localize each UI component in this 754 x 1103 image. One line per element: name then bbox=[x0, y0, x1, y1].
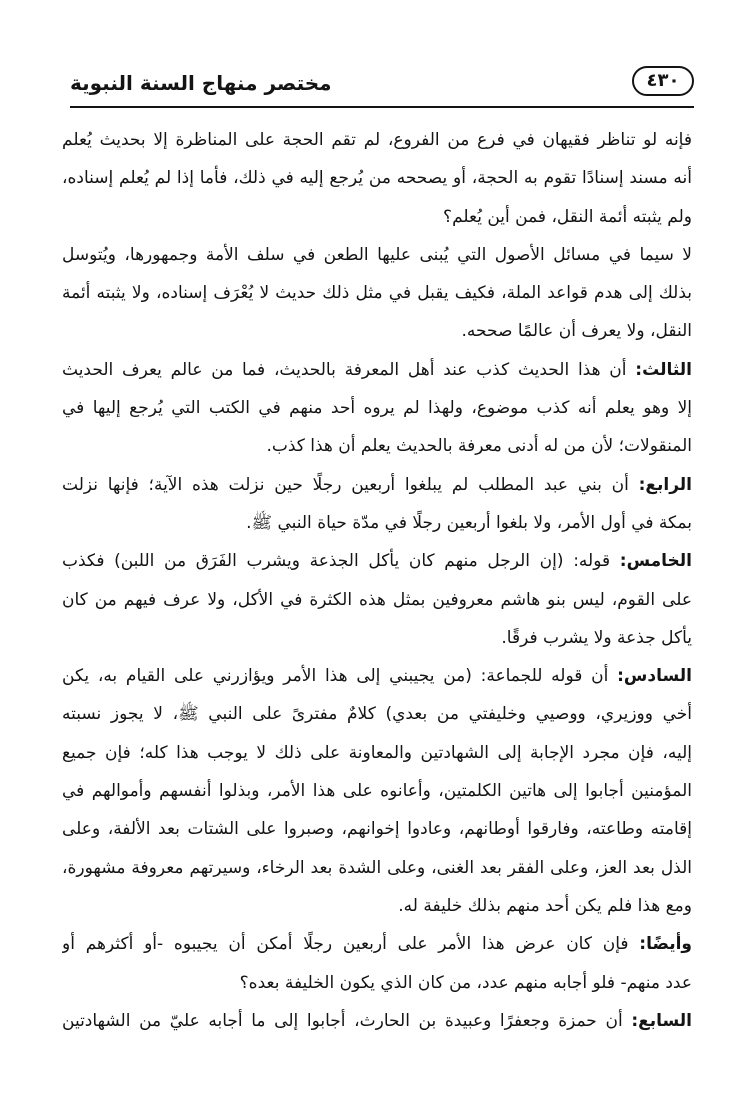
text-line bbox=[62, 389, 692, 427]
line-text: أنه مسند إسنادًا تقوم به الحجة، أو يصححه من يُرجع إليه في ذلك، فأما إذا لم يُعلم إسناده، bbox=[62, 168, 692, 189]
text-line bbox=[62, 1002, 692, 1040]
header-rule bbox=[70, 106, 694, 108]
line-text: فإن كان عرض هذا الأمر على أربعين رجلًا أمكن أن يجيبوه -أو أكثرهم أو bbox=[62, 934, 640, 955]
text-line bbox=[62, 772, 692, 810]
text-line bbox=[62, 427, 692, 465]
line-text: لا سيما في مسائل الأصول التي يُبنى عليها الطعن في سلف الأمة وجمهورها، ويُتوسل bbox=[62, 244, 692, 265]
text-line bbox=[62, 925, 692, 963]
line-text: على القوم، ليس بنو هاشم معروفين بمثل هذه الكثرة في الأكل، ولا عرف فيهم من كان bbox=[62, 589, 692, 610]
line-text: عدد منهم- فلو أجابه منهم عدد، من كان الذي يكون الخليفة بعده؟ bbox=[239, 972, 692, 993]
line-text: أن قوله للجماعة: (من يجيبني إلى هذا الأمر ويؤازرني على القيام به، يكن bbox=[62, 666, 618, 687]
line-text: بمكة في أول الأمر، ولا بلغوا أربعين رجلًا في مدّة حياة النبي ﷺ. bbox=[246, 512, 692, 533]
text-line bbox=[62, 887, 692, 925]
text-line bbox=[62, 121, 692, 159]
line-text: بذلك إلى هدم قواعد الملة، فكيف يقبل في مثل ذلك حديث لا يُعْرَف إسناده، ولا يثبته أئمة bbox=[62, 283, 692, 304]
text-line bbox=[62, 964, 692, 1002]
line-text: قوله: (إن الرجل منهم كان يأكل الجذعة ويشرب الفَرَق من اللبن) فكذب bbox=[62, 551, 620, 572]
line-text: فإنه لو تناظر فقيهان في فرع من الفروع، لم تقم الحجة على المناظرة إلا بحديث يُعلم bbox=[62, 130, 692, 150]
text-line bbox=[62, 849, 692, 887]
body-text bbox=[62, 121, 692, 1040]
text-line bbox=[62, 312, 692, 350]
section-lead: السادس: bbox=[617, 666, 692, 687]
line-text: المؤمنين أجابوا إلى هاتين الكلمتين، وأعانوه على هذا الأمر، وبذلوا أنفسهم وأموالهم في bbox=[62, 781, 692, 802]
text-line bbox=[62, 159, 692, 197]
text-line bbox=[62, 734, 692, 772]
line-text: إقامته وطاعته، وفارقوا أوطانهم، وعادوا إخوانهم، وصبروا على الشتات بعد الألفة، وعلى bbox=[62, 819, 692, 840]
line-text: النقل، ولا يعرف أن عالمًا صححه. bbox=[461, 321, 692, 342]
section-lead: الثالث: bbox=[635, 359, 692, 380]
line-text: أن بني عبد المطلب لم يبلغوا أربعين رجلًا حين نزلت هذه الآية؛ فإنها نزلت bbox=[62, 474, 639, 495]
line-text: ومع هذا فلم يكن أحد منهم بذلك خليفة له. bbox=[398, 895, 692, 916]
text-line bbox=[62, 810, 692, 848]
text-line bbox=[62, 619, 692, 657]
section-lead: السابع: bbox=[631, 1010, 692, 1031]
line-text: إليه، فإن مجرد الإجابة إلى الشهادتين والمعاونة على ذلك لا يوجب هذا كله؛ فإن جميع bbox=[62, 742, 692, 763]
line-text: إلا وهو يعلم أنه كذب موضوع، ولهذا لم يروه أحد منهم في الكتب التي يُرجع إليها في bbox=[62, 398, 692, 419]
section-lead: الخامس: bbox=[619, 551, 692, 572]
text-line bbox=[62, 274, 692, 312]
section-lead: وأيضًا: bbox=[639, 934, 692, 955]
line-text: المنقولات؛ لأن من له أدنى معرفة بالحديث يعلم أن هذا كذب. bbox=[266, 436, 692, 457]
line-text: أن حمزة وجعفرًا وعبيدة بن الحارث، أجابوا إلى ما أجابه عليّ من الشهادتين bbox=[62, 1010, 632, 1031]
text-line bbox=[62, 351, 692, 389]
text-line bbox=[62, 236, 692, 274]
line-text: يأكل جذعة ولا يشرب فرقًا. bbox=[501, 627, 692, 648]
page-number: ٤٣٠ bbox=[632, 66, 694, 96]
text-line bbox=[62, 542, 692, 580]
text-line bbox=[62, 695, 692, 733]
text-line bbox=[62, 581, 692, 619]
line-text: ولم يثبته أئمة النقل، فمن أين يُعلم؟ bbox=[443, 206, 692, 227]
line-text: أخي ووزيري، ووصيي وخليفتي من بعدي) كلامٌ مفترىً على النبي ﷺ، لا يجوز نسبته bbox=[62, 704, 692, 725]
text-line bbox=[62, 504, 692, 542]
line-text: الذل بعد العز، وعلى الفقر بعد الغنى، وعلى الشدة بعد الرخاء، وسيرتهم معروفة مشهورة، bbox=[62, 857, 692, 878]
section-lead: الرابع: bbox=[638, 474, 692, 495]
line-text: أن هذا الحديث كذب عند أهل المعرفة بالحديث، فما من عالم يعرف الحديث bbox=[62, 359, 636, 380]
text-line bbox=[62, 466, 692, 504]
running-title: مختصر منهاج السنة النبوية bbox=[70, 71, 332, 95]
text-line bbox=[62, 198, 692, 236]
page-header bbox=[70, 60, 694, 112]
text-line bbox=[62, 657, 692, 695]
